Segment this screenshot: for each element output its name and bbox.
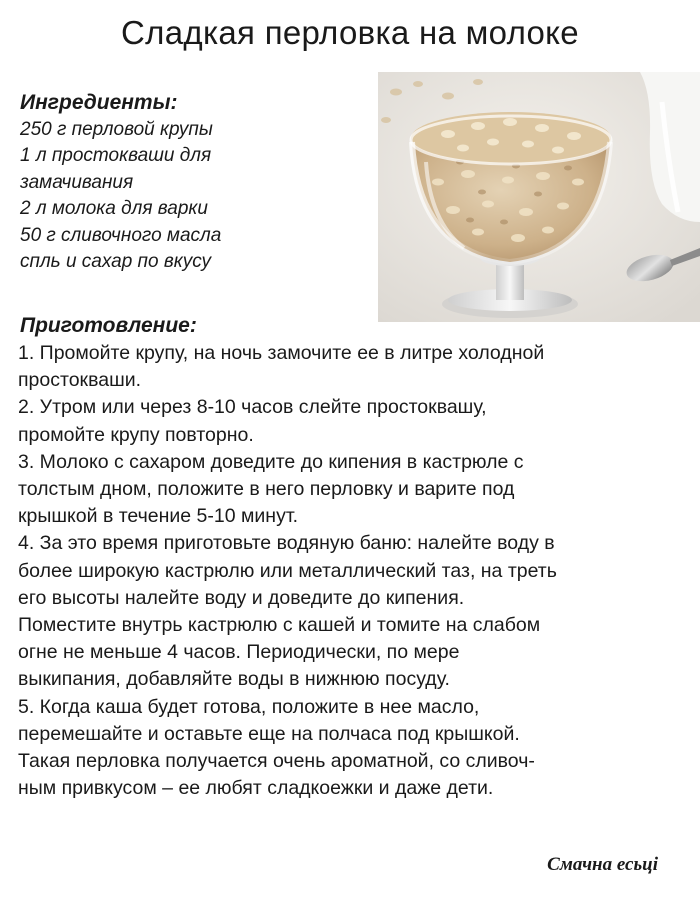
ingredient-line: замачивания [20, 171, 134, 193]
preparation-line: промойте крупу повторно. [18, 423, 254, 446]
preparation-heading: Приготовление: [20, 314, 197, 337]
ingredient-line: 1 л простокваши для [20, 145, 212, 166]
preparation-line: выкипания, добавляйте воды в нижнюю посуду. [18, 668, 450, 691]
preparation-line: толстым дном, положите в него перловку и варите под [18, 478, 515, 501]
preparation-line: более широкую кастрюлю или металлический таз, на треть [18, 559, 557, 582]
preparation-line: Такая перловка получается очень ароматной, со сливоч- [18, 750, 535, 773]
preparation-line: 2. Утром или через 8-10 часов слейте простоквашу, [18, 396, 487, 419]
ingredient-line: 2 л молока для варки [20, 198, 208, 219]
porridge-photo [378, 72, 700, 322]
preparation-line: 1. Промойте крупу, на ночь замочите ее в литре холодной [18, 342, 545, 364]
signature: Смачна есьці [547, 854, 658, 875]
preparation-line: Поместите внутрь кастрюлю с кашей и томите на слабом [18, 614, 541, 637]
ingredient-line: 50 г сливочного масла [20, 224, 222, 246]
preparation-line: 4. За это время приготовьте водяную баню: налейте воду в [18, 532, 555, 555]
ingredient-line: 250 г перловой крупы [20, 118, 213, 140]
preparation-line: огне не меньше 4 часов. Периодически, по мере [18, 641, 460, 664]
preparation-line: 3. Молоко с сахаром доведите до кипения в кастрюле с [18, 450, 524, 473]
preparation-steps [18, 340, 688, 802]
ingredient-line: спль и сахар по вкусу [20, 251, 212, 272]
preparation-line: 5. Когда каша будет готова, положите в нее масло, [18, 695, 480, 718]
preparation-line: ным привкусом – ее любят сладкоежки и даже дети. [18, 777, 494, 800]
preparation-line: его высоты налейте воду и доведите до кипения. [18, 586, 465, 609]
ingredients-heading: Ингредиенты: [20, 91, 178, 114]
preparation-line: крышкой в течение 5-10 минут. [18, 505, 299, 528]
page-title: Сладкая перловка на молоке [121, 14, 579, 51]
preparation-line: простокваши. [18, 369, 142, 392]
ingredients-section [20, 90, 370, 276]
preparation-line: перемешайте и оставьте еще на полчаса под крышкой. [18, 722, 520, 745]
